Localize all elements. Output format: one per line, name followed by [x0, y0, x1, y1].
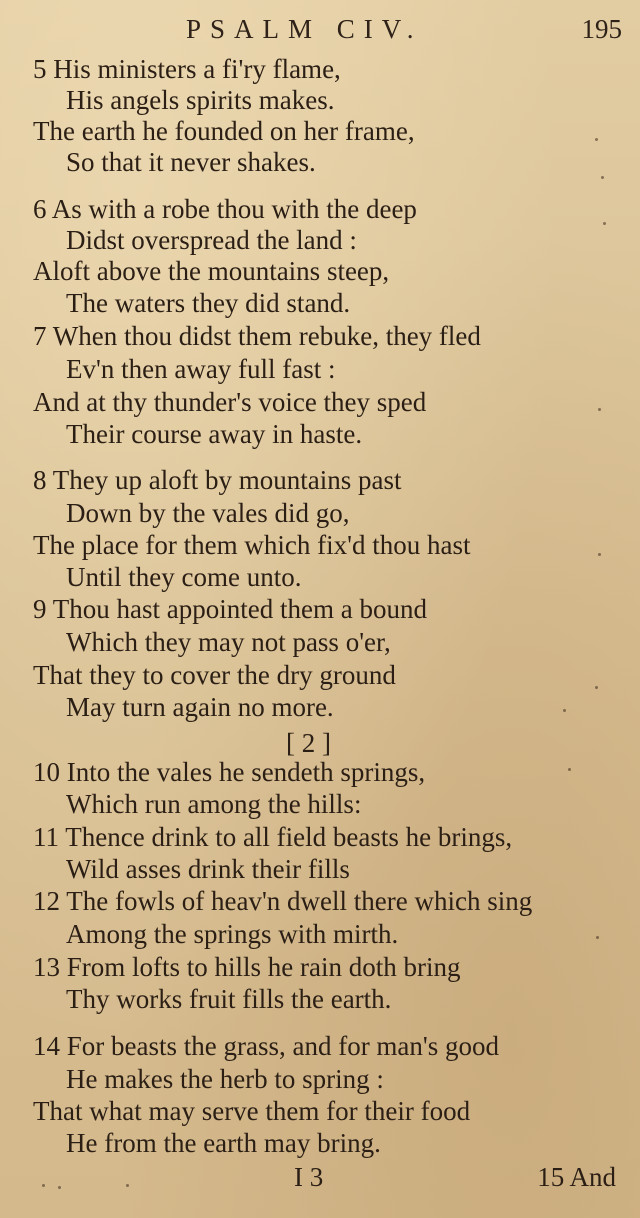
verse-line: Ev'n then away full fast : [66, 354, 336, 384]
verse-line: 9 Thou hast appointed them a bound [33, 594, 427, 624]
verse-line: 10 Into the vales he sendeth springs, [33, 757, 426, 787]
verse-line: He makes the herb to spring : [66, 1064, 384, 1094]
verse-line: Thy works fruit fills the earth. [66, 984, 392, 1014]
verse-line: 5 His ministers a fi'ry flame, [33, 54, 341, 84]
verse-line: That what may serve them for their food [33, 1096, 471, 1126]
verse-line: Wild asses drink their fills [66, 854, 350, 884]
page-title: PSALM CIV. [186, 14, 423, 44]
paper-speck [596, 936, 599, 939]
paper-speck [58, 1186, 61, 1189]
verse-line: 12 The fowls of heav'n dwell there which sing [33, 886, 533, 916]
section-mark: [ 2 ] [286, 728, 331, 758]
paper-speck [598, 408, 601, 411]
verse-line: The waters they did stand. [66, 288, 351, 318]
verse-line: His angels spirits makes. [66, 85, 335, 115]
verse-line: May turn again no more. [66, 692, 334, 722]
catchword: 15 And [537, 1162, 616, 1192]
verse-line: 6 As with a robe thou with the deep [33, 194, 417, 224]
verse-line: 11 Thence drink to all field beasts he brings, [33, 822, 513, 852]
verse-line: 13 From lofts to hills he rain doth bring [33, 952, 461, 982]
verse-line: And at thy thunder's voice they sped [33, 387, 427, 417]
paper-speck [126, 1184, 129, 1187]
page-number: 195 [581, 14, 622, 44]
verse-line: That they to cover the dry ground [33, 660, 396, 690]
paper-speck [598, 553, 601, 556]
verse-line: The earth he founded on her frame, [33, 116, 415, 146]
verse-line: Which they may not pass o'er, [66, 627, 391, 657]
verse-line: Didst overspread the land : [66, 225, 357, 255]
verse-line: The place for them which fix'd thou hast [33, 530, 471, 560]
verse-line: Down by the vales did go, [66, 498, 350, 528]
paper-speck [563, 709, 566, 712]
verse-line: Which run among the hills: [66, 789, 362, 819]
signature-mark: I 3 [294, 1162, 324, 1192]
verse-line: 14 For beasts the grass, and for man's good [33, 1031, 500, 1061]
verse-line: Their course away in haste. [66, 419, 363, 449]
verse-line: So that it never shakes. [66, 147, 316, 177]
paper-speck [568, 768, 571, 771]
verse-line: Until they come unto. [66, 562, 302, 592]
verse-line: Aloft above the mountains steep, [33, 256, 390, 286]
verse-line: Among the springs with mirth. [66, 919, 399, 949]
paper-speck [42, 1184, 45, 1187]
paper-speck [595, 686, 598, 689]
verse-line: 7 When thou didst them rebuke, they fled [33, 321, 481, 351]
paper-speck [603, 222, 606, 225]
verse-line: He from the earth may bring. [66, 1128, 381, 1158]
paper-speck [601, 176, 604, 179]
paper-speck [595, 138, 598, 141]
verse-line: 8 They up aloft by mountains past [33, 465, 402, 495]
